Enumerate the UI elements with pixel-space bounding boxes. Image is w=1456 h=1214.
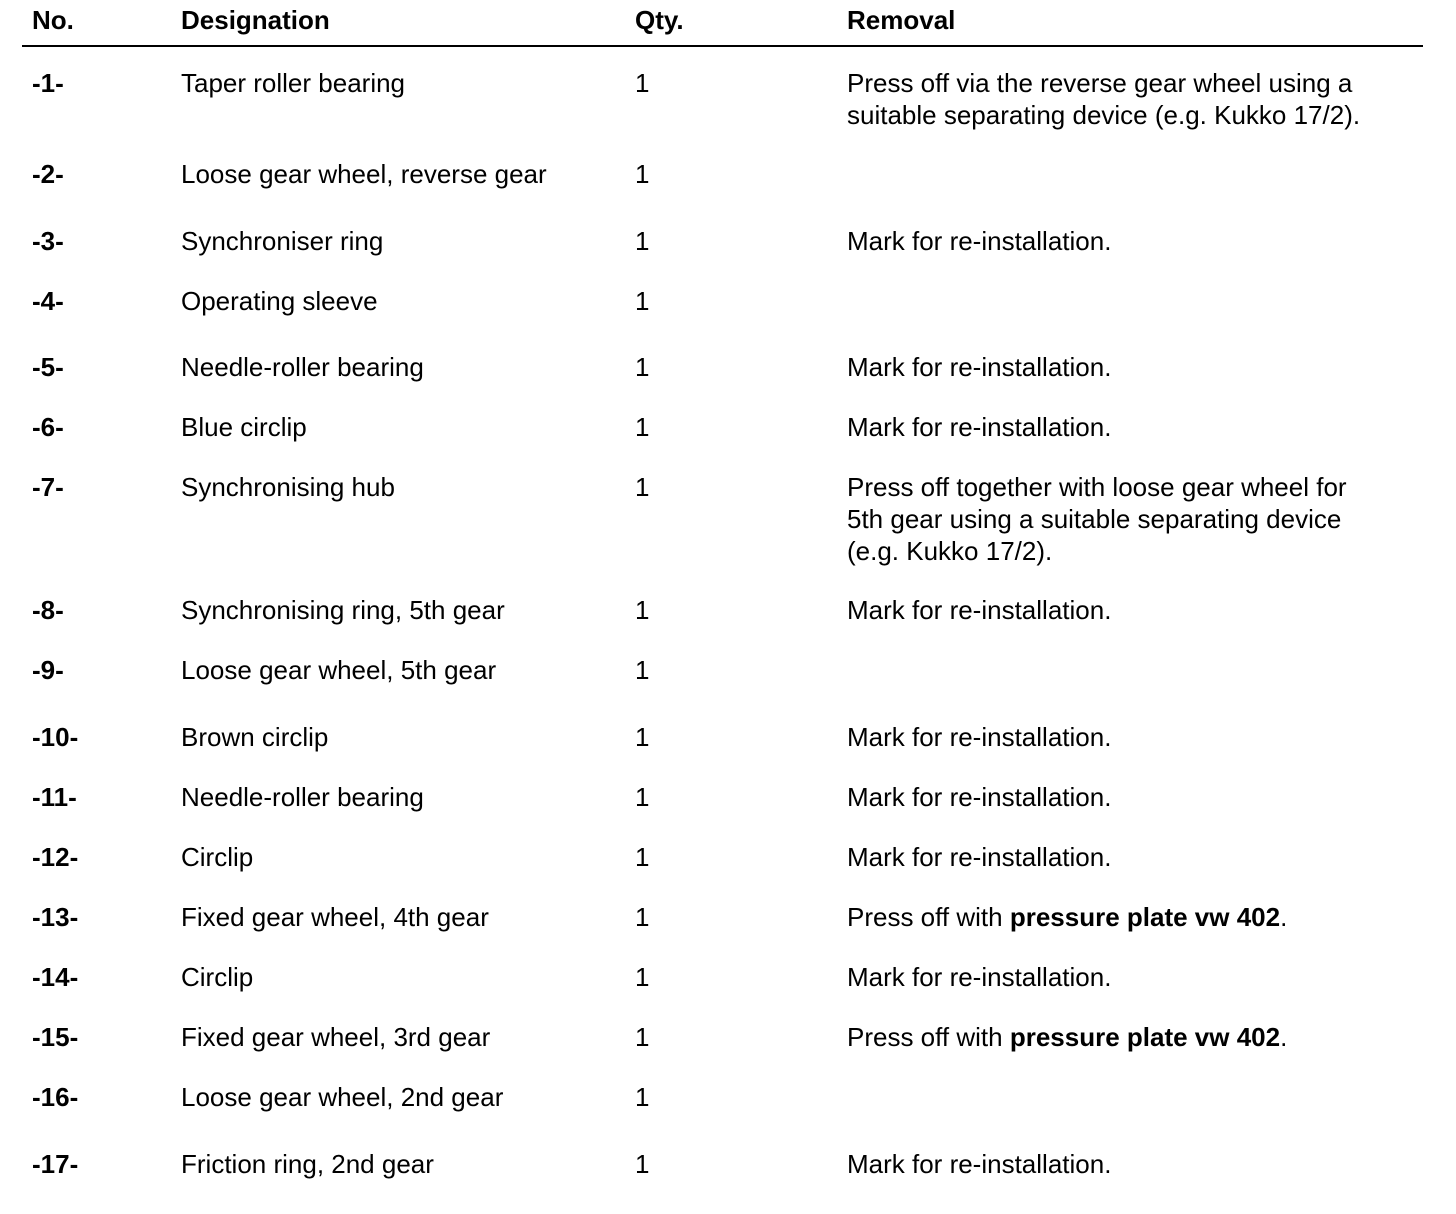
item-removal-text (847, 901, 1407, 933)
item-designation: Synchronising ring, 5th gear (181, 595, 505, 625)
item-qty: 1 (635, 286, 650, 316)
item-removal-line: (e.g. Kukko 17/2). (847, 536, 1053, 566)
table-header (0, 4, 1456, 38)
tool-name: pressure plate vw 402 (1009, 902, 1281, 932)
table-row (0, 594, 1456, 626)
item-qty: 1 (635, 1149, 650, 1179)
item-removal-line: Mark for re-installation. (847, 412, 1112, 442)
item-number: -15- (32, 1022, 79, 1052)
item-designation: Loose gear wheel, 2nd gear (181, 1082, 504, 1112)
item-qty: 1 (635, 226, 650, 256)
item-number: -3- (32, 226, 64, 256)
table-row (0, 67, 1456, 130)
removal-suffix: . (1280, 1022, 1288, 1052)
item-number: -1- (32, 68, 64, 98)
item-number: -17- (32, 1149, 79, 1179)
removal-suffix: . (1280, 902, 1288, 932)
item-number: -4- (32, 286, 64, 316)
item-qty: 1 (635, 962, 650, 992)
header-qty: Qty. (635, 5, 684, 35)
item-qty: 1 (635, 595, 650, 625)
item-removal-line: Mark for re-installation. (847, 595, 1112, 625)
item-designation: Circlip (181, 962, 254, 992)
item-designation: Fixed gear wheel, 3rd gear (181, 1022, 491, 1052)
item-number: -16- (32, 1082, 79, 1112)
table-row (0, 411, 1456, 443)
item-removal-line: Mark for re-installation. (847, 1149, 1112, 1179)
table-row (0, 471, 1456, 566)
item-removal-line: Mark for re-installation. (847, 842, 1112, 872)
item-designation: Operating sleeve (181, 286, 378, 316)
item-removal-text (847, 1021, 1407, 1053)
table-row (0, 1081, 1456, 1113)
item-qty: 1 (635, 1082, 650, 1112)
item-qty: 1 (635, 68, 650, 98)
table-row (0, 1021, 1456, 1053)
item-removal-line: Mark for re-installation. (847, 226, 1112, 256)
item-qty: 1 (635, 722, 650, 752)
table-row (0, 351, 1456, 383)
tool-name: pressure plate vw 402 (1009, 1022, 1281, 1052)
item-designation: Friction ring, 2nd gear (181, 1149, 434, 1179)
table-row (0, 285, 1456, 317)
item-removal-line: Mark for re-installation. (847, 722, 1112, 752)
item-number: -6- (32, 412, 64, 442)
item-designation: Circlip (181, 842, 254, 872)
item-designation: Loose gear wheel, reverse gear (181, 159, 547, 189)
table-row (0, 961, 1456, 993)
table-row (0, 654, 1456, 686)
item-qty: 1 (635, 782, 650, 812)
item-removal-line: Mark for re-installation. (847, 782, 1112, 812)
item-qty: 1 (635, 902, 650, 932)
item-number: -14- (32, 962, 79, 992)
item-removal-line: Mark for re-installation. (847, 962, 1112, 992)
item-qty: 1 (635, 159, 650, 189)
item-designation: Brown circlip (181, 722, 329, 752)
item-removal-line: Press off together with loose gear wheel for (847, 472, 1347, 502)
item-qty: 1 (635, 655, 650, 685)
item-number: -7- (32, 472, 64, 502)
item-designation: Needle-roller bearing (181, 352, 424, 382)
item-removal-line: suitable separating device (e.g. Kukko 17/2). (847, 100, 1361, 130)
item-number: -11- (32, 782, 77, 812)
item-designation: Blue circlip (181, 412, 307, 442)
item-qty: 1 (635, 1022, 650, 1052)
item-number: -2- (32, 159, 64, 189)
item-qty: 1 (635, 842, 650, 872)
header-removal: Removal (847, 5, 956, 35)
table-row (0, 1148, 1456, 1180)
item-removal-line: Mark for re-installation. (847, 352, 1112, 382)
item-qty: 1 (635, 472, 650, 502)
item-designation: Loose gear wheel, 5th gear (181, 655, 497, 685)
item-number: -12- (32, 842, 79, 872)
item-qty: 1 (635, 352, 650, 382)
header-designation: Designation (181, 5, 330, 35)
table-row (0, 781, 1456, 813)
item-number: -13- (32, 902, 79, 932)
header-no: No. (32, 5, 74, 35)
table-row (0, 158, 1456, 190)
table-row (0, 841, 1456, 873)
item-number: -5- (32, 352, 64, 382)
header-divider (22, 45, 1423, 47)
item-qty: 1 (635, 412, 650, 442)
item-removal-line: Press off via the reverse gear wheel using a (847, 68, 1353, 98)
removal-prefix: Press off with (847, 902, 1010, 932)
removal-prefix: Press off with (847, 1022, 1010, 1052)
item-designation: Synchroniser ring (181, 226, 384, 256)
table-row (0, 901, 1456, 933)
item-number: -8- (32, 595, 64, 625)
item-number: -10- (32, 722, 79, 752)
item-designation: Fixed gear wheel, 4th gear (181, 902, 489, 932)
table-row (0, 721, 1456, 753)
item-designation: Taper roller bearing (181, 68, 406, 98)
item-number: -9- (32, 655, 64, 685)
table-row (0, 225, 1456, 257)
item-designation: Synchronising hub (181, 472, 395, 502)
item-designation: Needle-roller bearing (181, 782, 424, 812)
item-removal-line: 5th gear using a suitable separating device (847, 504, 1342, 534)
